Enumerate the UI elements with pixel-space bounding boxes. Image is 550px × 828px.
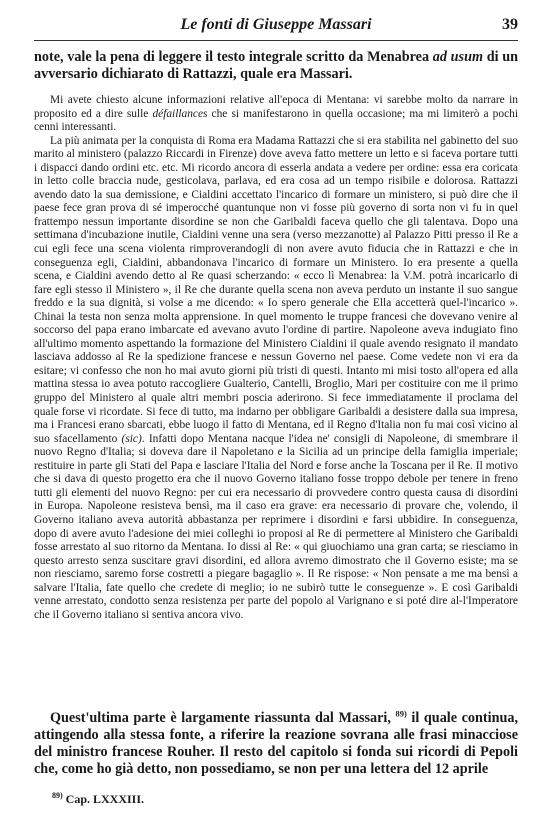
closing-paragraph [34,710,518,778]
quoted-letter [34,94,518,622]
closing-text-after: il quale continua, attingendo alla stessa fonte, a riferire la reazione sovrana alle frasi minacciose del ministro francese Rouher. Il resto del capitolo si fonda sui ricordi di Pepoli che, come ho già detto, non possediamo, se non per una lettera del 12 aprile [34,710,518,777]
quote-p2-before: La più animata per la conquista di Roma era Madama Rattazzi che si era stabilita nel gabinetto del suo marito al ministero (palazzo Riccardi in Firenze) dove aveva fatto mettere un letto e si faceva portare tutti i dispacci dando ordini etc. etc. Mi ricordo ancora di esserla andata a vedere per ordine: essa era coricata in letto colle braccia nude, gesticolava, parlava, ed era cosa ad un tempo risibile e dolorosa. Rattazzi avendo dato la sua demissione, e Cialdini accettato l'incarico di formare un ministero, si può dire che il paese fece gran prova di sé imperocché quantunque non vi fosse più governo di sorta non vi fu in quel frattempo nessun importante disordine se non che Garibaldi faceva quello che gli talentava. Dopo una settimana d'incubazione inutile, Cialdini venne una sera (verso mezzanotte) al Palazzo Pitti presso il Re a cui egli fece una scena violenta rimproverandogli di non avere avuto fiducia che in Rattazzi e che in conseguenza egli, Cialdini, abbandonava l'incarico di formare un Ministero. Io era presente a quella scena, e Cialdini avendo detto al Re quasi scherzando: « ecco lì Menabrea: la V.M. potrà incaricarlo di fare egli stesso il Ministero », il Re che durante quella scena non aveva perduto un instante il suo sangue freddo e la sua dignità, si volse a me dicendo: « Io spero generale che Ella accetterà quel-l'incarico ». Chinai la testa non senza molta apprensione. In quel momento le truppe francesi che dovevano venire al soccorso del papa erano imbarcate ed avevano avuto l'ordine di partire. Napoleone aveva indugiato fino all'ultimo momento aspettando la formazione del Ministero Cialdini il quale avendo resignato il mandato lasciava addosso al Re la spedizione francese e nessun Governo nel paese. Come vedete non vi era da esitare; vi confesso che non ho mai avuto giorni più tristi di questi. Intanto mi misi tosto all'opera ed alla mattina stessa io avea potuto raccogliere Gualterio, Cantelli, Broglio, Mari per costituire con me il primo gruppo del Ministero al quale altri membri poscia aderirono. Si fece immediatamente il proclama del quale forse vi ricordate. Si fece di tutto, ma indarno per obbligare Garibaldi a desistere dalla sua impresa, ma i Francesi erano sbarcati, ebbe luogo il fatto di Mentana, ed il Regno d'Italia non fu mai così vicino al suo sfacellamento [34,134,518,445]
quote-p1-after: che si manifestarono in quella occasione; ma mi limiterò a pochi cenni interessanti. [34,107,518,134]
footnote-marker: 89) [52,791,63,800]
intro-paragraph [34,49,518,83]
intro-emphasis: ad usum [432,49,483,65]
header-rule [34,40,518,41]
quote-p2-after: . Infatti dopo Mentana nacque l'idea ne' consigli di Napoleone, di smembrare il nuovo Regno d'Italia; si doveva dare il Napoletano e la Sicilia ad un principe della famiglia imperiale; restituire in parte gli Stati del Papa e lasciare l'Italia del Nord e forse anche la Toscana per il Re. Il motivo che si dava di questo progetto era che il nuovo Governo italiano fosse troppo debole per tenere in freno tutti gli elementi del nuovo Regno: per cui era necessario di provvedere contro questa causa di disordini in Europa. Napoleone resisteva bensì, ma il caso era grave: era necessario di provare che, volendo, il Governo italiano aveva autorità abbastanza per reprimere i disordini e farsi ubbidire. In conseguenza, dopo di avere avuto l'adesione dei miei colleghi io proposi al Re di permettere al Ministero che Garibaldi fosse arrestato al suo ritorno da Mentana. Io dissi al Re: « qui giuochiamo una gran carta; se riesciamo in questo arresto senza suscitare gravi disordini, ed allora avremo dimostrato che il Governo esiste; ma se non riesciamo, saremo forse costretti a piegare bagaglio ». Il Re rispose: « Non pensate a me ma bensì a salvare l'Italia, fate quello che credete di meglio; io ne subirò tutte le conseguenze ». E così Garibaldi venne arrestato, condotto senza resistenza per parte del popolo al Varignano e si poté dire al-l'Imperatore che il Governo italiano si sentiva ancora vivo. [34,432,518,621]
footnote-text: Cap. LXXXIII. [65,792,145,806]
intro-text-before: note, vale la pena di leggere il testo integrale scritto da Menabrea [34,49,433,65]
quote-p1-before: Mi avete chiesto alcune informazioni relative all'epoca di Mentana: vi sarebbe molto da narrare in proposito ed a dire sulle [34,94,518,120]
intro-text-after: di un avversario dichiarato di Rattazzi, quale era Massari. [34,49,518,82]
footnote-reference: 89) [395,708,407,719]
closing-text-before: Quest'ultima parte è largamente riassunta dal Massari, [50,710,396,726]
closing-paragraph-text [34,710,518,778]
running-title: Le fonti di Giuseppe Massari [180,16,372,33]
quote-paragraph-2 [34,135,518,623]
page-number: 39 [502,16,518,33]
quote-p2-sic: (sic) [121,432,142,445]
running-header [34,16,518,38]
quote-p1-emphasis: défaillances [152,107,208,120]
quote-paragraph-1 [34,94,518,135]
footnote [52,792,144,807]
